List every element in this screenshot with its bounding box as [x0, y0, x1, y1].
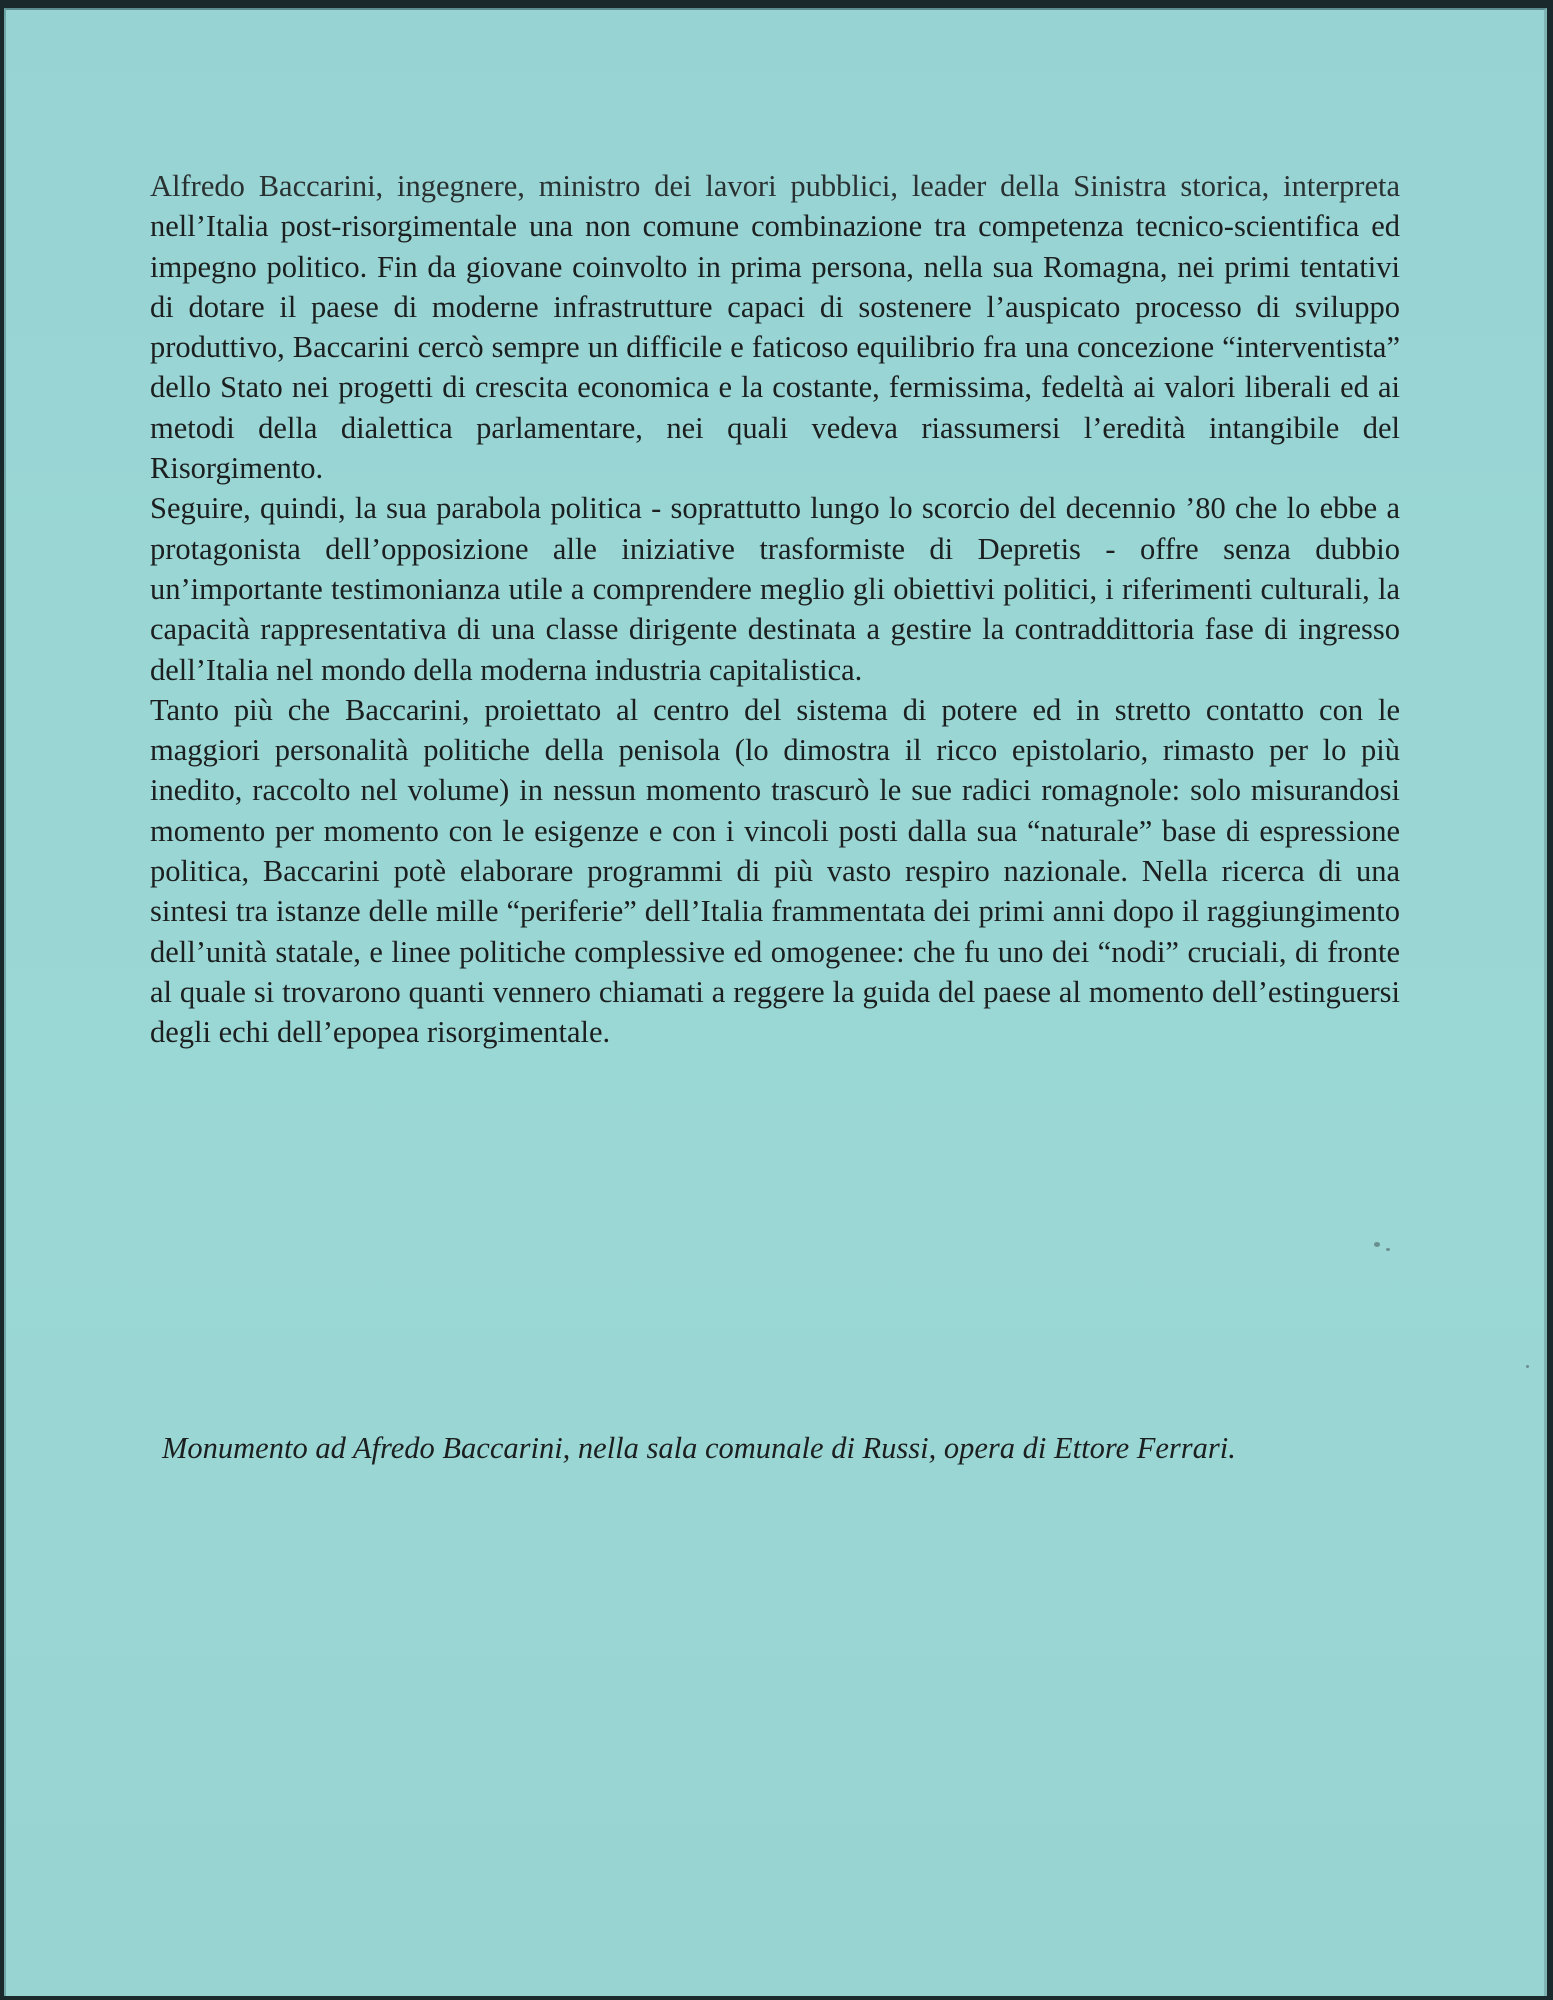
dust-speck [1374, 1242, 1380, 1247]
dust-speck [1526, 1365, 1529, 1368]
dust-speck [1386, 1248, 1390, 1251]
blurb-paragraph-2: Seguire, quindi, la sua parabola politica - soprattutto lungo lo scorcio del decennio ’80 che lo ebbe a protagonista dell’opposizione alle iniziative trasformiste di Depretis - offre senza dubbio un’importante testimonianza utile a comprendere meglio gli obiettivi politici, i riferimenti culturali, la capacità rappresentativa di una classe dirigente destinata a gestire la contraddittoria fase di ingresso dell’Italia nel mondo della moderna industria capitalistica. [150, 491, 1400, 687]
photo-caption: Monumento ad Afredo Baccarini, nella sala comunale di Russi, opera di Ettore Ferrari. [162, 1431, 1236, 1465]
blurb-text [150, 166, 1400, 1053]
blurb-paragraph-3: Tanto più che Baccarini, proiettato al centro del sistema di potere ed in stretto contatto con le maggiori personalità politiche della penisola (lo dimostra il ricco epistolario, rimasto per lo più inedito, raccolto nel volume) in nessun momento trascurò le sue radici romagnole: solo misurandosi momento per momento con le esigenze e con i vincoli posti dalla sua “naturale” base di espressione politica, Baccarini potè elaborare programmi di più vasto respiro nazionale. Nella ricerca di una sintesi tra istanze delle mille “periferie” dell’Italia frammentata dei primi anni dopo il raggiungimento dell’unità statale, e linee politiche complessive ed omogenee: che fu uno dei “nodi” cruciali, di fronte al quale si trovarono quanti vennero chiamati a reggere la guida del paese al momento dell’estinguersi degli echi dell’epopea risorgimentale. [150, 692, 1400, 1050]
blurb-paragraph-1: Alfredo Baccarini, ingegnere, ministro dei lavori pubblici, leader della Sinistra storica, interpreta nell’Italia post-risorgimentale una non comune combinazione tra competenza tecnico-scientifica ed impegno politico. Fin da giovane coinvolto in prima persona, nella sua Romagna, nei primi tentativi di dotare il paese di moderne infrastrutture capaci di sostenere l’auspicato processo di sviluppo produttivo, Baccarini cercò sempre un difficile e faticoso equilibrio fra una concezione “interventista” dello Stato nei progetti di crescita economica e la costante, fermissima, fedeltà ai valori liberali ed ai metodi della dialettica parlamentare, nei quali vedeva riassumersi l’eredità intangibile del Risorgimento. [150, 169, 1400, 486]
back-cover [4, 8, 1547, 1996]
